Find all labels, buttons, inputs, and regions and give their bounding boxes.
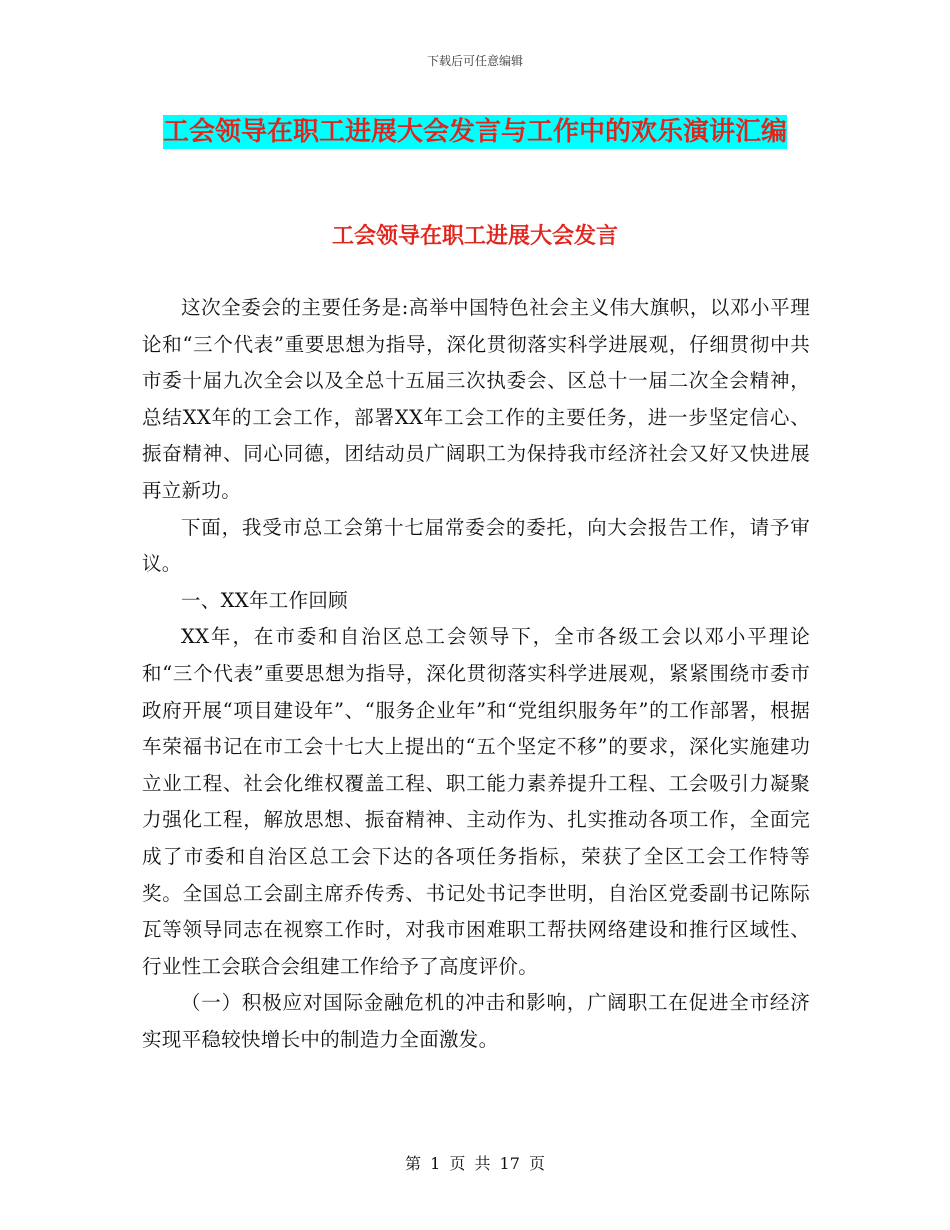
paragraph: XX年，在市委和自治区总工会领导下，全市各级工会以邓小平理论和“三个代表”重要思想为指导，深化贯彻落实科学进展观，紧紧围绕市委市政府开展“项目建设年”、“服务企业年”和“党组织服务年”的工作部署，根据车荣福书记在市工会十七大上提出的“五个坚定不移”的要求，深化实施建功立业工程、社会化维权覆盖工程、职工能力素养提升工程、工会吸引力凝聚力强化工程，解放思想、振奋精神、主动作为、扎实推动各项工作，全面完成了市委和自治区总工会下达的各项任务指标，荣获了全区工会工作特等奖。全国总工会副主席乔传秀、书记处书记李世明，自治区党委副书记陈际瓦等领导同志在视察工作时，对我市困难职工帮扶网络建设和推行区域性、行业性工会联合会组建工作给予了高度评价。 <box>142 625 810 978</box>
section-title: 工会领导在职工进展大会发言 <box>331 224 618 249</box>
page-number-footer: 第 1 页 共 17 页 <box>405 1154 545 1173</box>
main-title-highlight: 工会领导在职工进展大会发言与工作中的欢乐演讲汇编 <box>162 117 787 147</box>
subsection-heading: （一）积极应对国际金融危机的冲击和影响，广阔职工在促进全市经济实现平稳较快增长中的制造力全面激发。 <box>142 991 810 1051</box>
section-heading: 一、XX年工作回顾 <box>181 588 348 612</box>
document-body <box>142 290 810 1058</box>
page-header: 下载后可任意编辑 <box>426 54 523 68</box>
document-main-title <box>140 110 810 154</box>
paragraph: 这次全委会的主要任务是:高举中国特色社会主义伟大旗帜，以邓小平理论和“三个代表”重要思想为指导，深化贯彻落实科学进展观，仔细贯彻中共市委十届九次全会以及全总十五届三次执委会、区总十一届二次全会精神，总结XX年的工会工作，部署XX年工会工作的主要任务，进一步坚定信心、振奋精神、同心同德，团结动员广阔职工为保持我市经济社会又好又快进展再立新功。 <box>142 296 810 502</box>
paragraph: 下面，我受市总工会第十七届常委会的委托，向大会报告工作，请予审议。 <box>142 515 810 576</box>
